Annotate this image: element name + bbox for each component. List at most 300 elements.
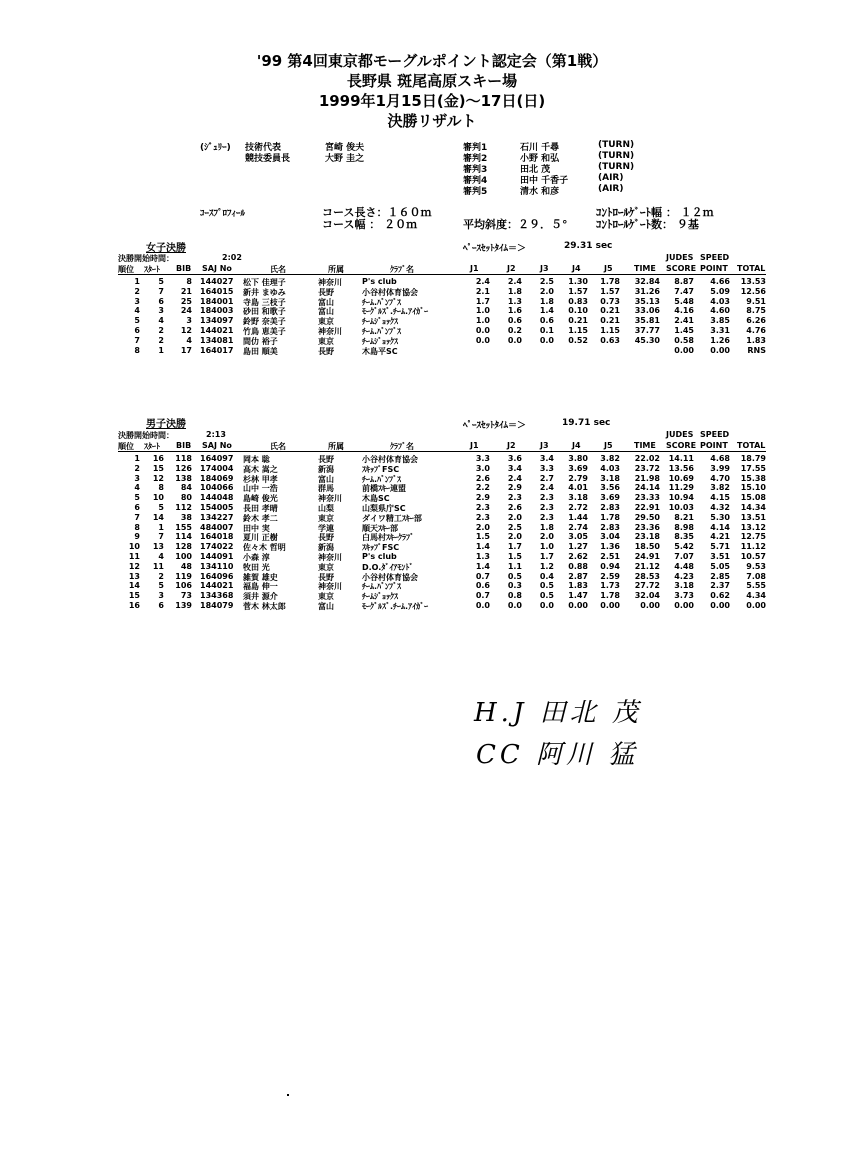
cell-j4: 0.52 bbox=[568, 335, 588, 345]
women-start-label: 決勝開始時間： bbox=[118, 254, 174, 263]
cell-total: 5.55 bbox=[746, 581, 766, 591]
cell-athlete-name: 鈴野 奈美子 bbox=[243, 317, 286, 327]
cell-j4: 3.80 bbox=[568, 454, 588, 463]
cell-j3: 1.2 bbox=[539, 561, 554, 571]
cell-start: 11 bbox=[152, 561, 164, 571]
cell-prefecture: 学連 bbox=[318, 523, 334, 533]
col-total: TOTAL bbox=[737, 264, 766, 273]
cell-rank: 8 bbox=[134, 345, 140, 355]
cell-rank: 5 bbox=[134, 316, 140, 326]
cell-score: 13.56 bbox=[668, 463, 694, 473]
table-row bbox=[0, 523, 864, 533]
cell-saj-no: 134097 bbox=[200, 316, 234, 326]
judge-type: (TURN) bbox=[598, 151, 635, 161]
cell-j3: 0.1 bbox=[539, 325, 554, 335]
cell-j3: 0.0 bbox=[539, 335, 554, 345]
cell-point: 1.26 bbox=[710, 335, 730, 345]
cell-point: 4.14 bbox=[710, 522, 730, 532]
col-pref: 所属 bbox=[328, 265, 344, 274]
cell-start: 5 bbox=[158, 502, 164, 512]
cell-prefecture: 東京 bbox=[318, 592, 334, 602]
cell-athlete-name: 牧田 光 bbox=[243, 562, 270, 572]
col-j4: J4 bbox=[572, 441, 581, 450]
cell-athlete-name: 新井 まゆみ bbox=[243, 287, 286, 297]
women-results-table bbox=[0, 277, 864, 355]
cell-score: 0.00 bbox=[674, 600, 694, 610]
col-speed: SPEED bbox=[700, 253, 730, 262]
cell-j5: 2.83 bbox=[600, 522, 620, 532]
judge-label: 審判2 bbox=[463, 154, 488, 164]
men-pace: 19.71 sec bbox=[562, 418, 611, 428]
table-row bbox=[0, 336, 864, 346]
course-label: ｺｰｽﾌﾟﾛﾌｨｰﾙ bbox=[200, 209, 246, 219]
cell-j5: 0.63 bbox=[600, 335, 620, 345]
table-row bbox=[0, 503, 864, 513]
cell-j5: 0.73 bbox=[600, 296, 620, 306]
table-row bbox=[0, 287, 864, 297]
cell-score: 2.41 bbox=[674, 316, 694, 326]
control-gate-width: ｺﾝﾄﾛｰﾙｹﾞｰﾄ幅 ： １２ｍ bbox=[596, 206, 714, 219]
doc-title: '99 第4回東京都モーグルポイント認定会（第1戦） bbox=[256, 52, 608, 70]
cell-j2: 2.0 bbox=[507, 512, 522, 522]
cell-j1: 1.0 bbox=[475, 316, 490, 326]
cell-score: 5.48 bbox=[674, 296, 694, 306]
cell-rank: 6 bbox=[134, 325, 140, 335]
cell-score: 3.73 bbox=[674, 591, 694, 601]
cell-bib: 17 bbox=[180, 345, 192, 355]
cell-j3: 1.4 bbox=[539, 306, 554, 316]
cell-time: 0.00 bbox=[640, 600, 660, 610]
cell-club: 小谷村体育協会 bbox=[362, 572, 418, 582]
cell-total: 11.12 bbox=[740, 542, 766, 552]
cell-j4: 1.83 bbox=[568, 581, 588, 591]
cell-rank: 13 bbox=[128, 571, 140, 581]
cell-j1: 1.3 bbox=[475, 551, 490, 561]
col-score: SCORE bbox=[666, 264, 697, 273]
col-saj: SAJ No bbox=[202, 264, 232, 273]
cell-score: 8.98 bbox=[674, 522, 694, 532]
cell-j3: 2.4 bbox=[539, 483, 554, 493]
cell-point: 4.03 bbox=[710, 296, 730, 306]
cell-rank: 11 bbox=[128, 551, 140, 561]
cell-athlete-name: 雑賀 雄史 bbox=[243, 572, 278, 582]
cell-point: 5.71 bbox=[710, 542, 730, 552]
cell-club: ﾁｰﾑ.ﾊﾞﾝﾌﾞｽ bbox=[362, 326, 402, 336]
women-header-rule bbox=[118, 274, 766, 275]
cell-j3: 3.3 bbox=[539, 463, 554, 473]
men-results-table bbox=[0, 454, 864, 611]
cell-saj-no: 144027 bbox=[200, 277, 234, 286]
cell-score: 10.69 bbox=[668, 473, 694, 483]
judge-name: 石川 千尋 bbox=[520, 143, 560, 153]
table-row bbox=[0, 297, 864, 307]
cell-point: 3.82 bbox=[710, 483, 730, 493]
cell-point: 5.05 bbox=[710, 561, 730, 571]
cell-j2: 0.6 bbox=[507, 316, 522, 326]
cell-athlete-name: 砂田 和歌子 bbox=[243, 307, 286, 317]
cell-total: 4.76 bbox=[746, 325, 766, 335]
cell-prefecture: 富山 bbox=[318, 297, 334, 307]
cell-j2: 0.3 bbox=[507, 581, 522, 591]
cell-j3: 0.6 bbox=[539, 316, 554, 326]
cell-j3: 1.7 bbox=[539, 551, 554, 561]
result-title: 決勝リザルト bbox=[387, 112, 477, 130]
cell-time: 21.12 bbox=[634, 561, 660, 571]
cell-j5: 3.04 bbox=[600, 532, 620, 542]
men-pace-label: ﾍﾟｰｽｾｯﾄﾀｲﾑ＝＞ bbox=[463, 421, 527, 431]
col-judes: JUDES bbox=[666, 253, 694, 262]
women-pace: 29.31 sec bbox=[564, 241, 613, 251]
cell-j3: 1.8 bbox=[539, 522, 554, 532]
cell-point: 4.70 bbox=[710, 473, 730, 483]
cell-point: 5.09 bbox=[710, 286, 730, 296]
course-length: コース長さ：１６０ｍ bbox=[322, 206, 432, 219]
cell-total: 15.38 bbox=[740, 473, 766, 483]
cell-start: 13 bbox=[152, 542, 164, 552]
col-time: TIME bbox=[634, 264, 656, 273]
cell-bib: 100 bbox=[175, 551, 192, 561]
cell-start: 6 bbox=[158, 296, 164, 306]
cell-j5: 3.56 bbox=[600, 483, 620, 493]
cell-prefecture: 長野 bbox=[318, 455, 334, 464]
cell-prefecture: 新潟 bbox=[318, 543, 334, 553]
cell-time: 27.72 bbox=[634, 581, 660, 591]
cell-rank: 4 bbox=[134, 306, 140, 316]
col-club: ｸﾗﾌﾞ名 bbox=[390, 265, 414, 274]
table-row bbox=[0, 552, 864, 562]
judge-name: 田中 千香子 bbox=[520, 176, 569, 186]
cell-point: 3.51 bbox=[710, 551, 730, 561]
cell-j2: 1.7 bbox=[507, 542, 522, 552]
cell-start: 6 bbox=[158, 600, 164, 610]
cell-prefecture: 富山 bbox=[318, 601, 334, 611]
cell-saj-no: 164015 bbox=[200, 286, 234, 296]
cell-j1: 3.3 bbox=[475, 454, 490, 463]
cell-j2: 1.5 bbox=[507, 551, 522, 561]
col-rank: 順位 bbox=[118, 442, 134, 451]
table-row bbox=[0, 306, 864, 316]
cell-j4: 2.72 bbox=[568, 502, 588, 512]
cell-j3: 1.0 bbox=[539, 542, 554, 552]
cell-club: 順天ｽｷｰ部 bbox=[362, 523, 398, 533]
cell-athlete-name: 高木 嵩之 bbox=[243, 464, 278, 474]
cell-j1: 0.6 bbox=[475, 581, 490, 591]
cell-time: 23.36 bbox=[634, 522, 660, 532]
cell-score: 4.16 bbox=[674, 306, 694, 316]
cell-j5: 3.69 bbox=[600, 493, 620, 503]
cell-j2: 2.4 bbox=[507, 277, 522, 286]
cell-j5: 1.78 bbox=[600, 591, 620, 601]
judge-label: 審判4 bbox=[463, 176, 488, 186]
cell-start: 1 bbox=[158, 345, 164, 355]
cell-rank: 4 bbox=[134, 483, 140, 493]
cell-start: 5 bbox=[158, 581, 164, 591]
cell-score: 10.94 bbox=[668, 493, 694, 503]
judge-type: (TURN) bbox=[598, 140, 635, 150]
cell-bib: 126 bbox=[175, 463, 192, 473]
judge-name: 田北 茂 bbox=[520, 165, 551, 175]
cell-total: 14.34 bbox=[740, 502, 766, 512]
cell-time: 24.14 bbox=[634, 483, 660, 493]
cell-prefecture: 富山 bbox=[318, 474, 334, 484]
cell-time: 23.33 bbox=[634, 493, 660, 503]
cell-saj-no: 164017 bbox=[200, 345, 234, 355]
cell-bib: 24 bbox=[180, 306, 192, 316]
cell-club: ﾁｰﾑｼﾞｮｯｸｽ bbox=[362, 336, 398, 346]
cell-saj-no: 484007 bbox=[200, 522, 234, 532]
cell-score: 7.07 bbox=[674, 551, 694, 561]
cell-total: 4.34 bbox=[746, 591, 766, 601]
table-row bbox=[0, 513, 864, 523]
cell-point: 4.66 bbox=[710, 277, 730, 286]
cell-j1: 3.0 bbox=[475, 463, 490, 473]
col-start: ｽﾀｰﾄ bbox=[144, 442, 160, 451]
cell-bib: 73 bbox=[180, 591, 192, 601]
cell-j2: 0.0 bbox=[507, 600, 522, 610]
cell-point: 0.62 bbox=[710, 591, 730, 601]
cell-athlete-name: 島田 順美 bbox=[243, 346, 278, 356]
cell-point: 4.68 bbox=[710, 454, 730, 463]
cell-saj-no: 104066 bbox=[200, 483, 234, 493]
cell-athlete-name: 杉林 甲孝 bbox=[243, 474, 278, 484]
cell-j1: 1.4 bbox=[475, 542, 490, 552]
table-row bbox=[0, 542, 864, 552]
cell-score: 5.42 bbox=[674, 542, 694, 552]
cell-score: 11.29 bbox=[668, 483, 694, 493]
cell-j2: 1.8 bbox=[507, 286, 522, 296]
cell-j4: 0.00 bbox=[568, 600, 588, 610]
cell-club: 前橋ｽｷｰ連盟 bbox=[362, 484, 406, 494]
cell-total: 9.51 bbox=[746, 296, 766, 306]
cell-prefecture: 神奈川 bbox=[318, 582, 342, 592]
cell-j4: 1.44 bbox=[568, 512, 588, 522]
cell-bib: 4 bbox=[186, 335, 192, 345]
cell-prefecture: 新潟 bbox=[318, 464, 334, 474]
cell-prefecture: 東京 bbox=[318, 317, 334, 327]
cell-start: 2 bbox=[158, 325, 164, 335]
cell-bib: 48 bbox=[180, 561, 192, 571]
cell-point: 3.99 bbox=[710, 463, 730, 473]
cell-j5: 2.51 bbox=[600, 551, 620, 561]
cell-start: 16 bbox=[152, 454, 164, 463]
cell-j3: 0.4 bbox=[539, 571, 554, 581]
cell-club: ｽｷｯﾌﾟFSC bbox=[362, 543, 400, 553]
cell-score: 7.47 bbox=[674, 286, 694, 296]
cell-j5: 1.73 bbox=[600, 581, 620, 591]
cell-club: ｽｷｯﾌﾟFSC bbox=[362, 464, 400, 474]
cell-start: 8 bbox=[158, 483, 164, 493]
cell-j3: 2.3 bbox=[539, 493, 554, 503]
cell-j2: 2.3 bbox=[507, 493, 522, 503]
col-point: POINT bbox=[700, 441, 728, 450]
table-row bbox=[0, 277, 864, 287]
cell-start: 4 bbox=[158, 316, 164, 326]
cell-score: 10.03 bbox=[668, 502, 694, 512]
cell-start: 3 bbox=[158, 306, 164, 316]
cell-point: 2.37 bbox=[710, 581, 730, 591]
cell-saj-no: 184003 bbox=[200, 306, 234, 316]
cell-prefecture: 東京 bbox=[318, 336, 334, 346]
cell-j2: 2.5 bbox=[507, 522, 522, 532]
cell-athlete-name: 菅木 林太郎 bbox=[243, 601, 286, 611]
cell-j5: 2.83 bbox=[600, 502, 620, 512]
cell-j5: 1.57 bbox=[600, 286, 620, 296]
cell-j1: 0.0 bbox=[475, 600, 490, 610]
cell-athlete-name: 小森 淳 bbox=[243, 552, 270, 562]
cell-rank: 12 bbox=[128, 561, 140, 571]
col-j2: J2 bbox=[507, 264, 516, 273]
cell-club: D.O.ﾀﾞｲｱﾓﾝﾄﾞ bbox=[362, 562, 414, 572]
cell-j3: 0.0 bbox=[539, 600, 554, 610]
cell-bib: 12 bbox=[180, 325, 192, 335]
cell-bib: 138 bbox=[175, 473, 192, 483]
cell-j4: 1.57 bbox=[568, 286, 588, 296]
cell-total: 1.83 bbox=[746, 335, 766, 345]
cell-total: 12.75 bbox=[740, 532, 766, 542]
cell-total: 7.08 bbox=[746, 571, 766, 581]
cell-total: 0.00 bbox=[746, 600, 766, 610]
cell-club: 白馬村ｽｷｰｸﾗﾌﾞ bbox=[362, 533, 414, 543]
cell-j2: 0.5 bbox=[507, 571, 522, 581]
cell-prefecture: 長野 bbox=[318, 533, 334, 543]
cell-j2: 2.4 bbox=[507, 473, 522, 483]
cell-j4: 3.18 bbox=[568, 493, 588, 503]
cell-start: 7 bbox=[158, 286, 164, 296]
cell-club: 木島平SC bbox=[362, 346, 398, 356]
women-header bbox=[0, 264, 864, 274]
cell-saj-no: 164096 bbox=[200, 571, 234, 581]
cell-j2: 0.2 bbox=[507, 325, 522, 335]
cell-athlete-name: 夏川 正樹 bbox=[243, 533, 278, 543]
judge-type: (TURN) bbox=[598, 162, 635, 172]
cell-bib: 80 bbox=[180, 493, 192, 503]
cell-club: P's club bbox=[362, 551, 397, 561]
cell-start: 5 bbox=[158, 277, 164, 286]
cell-time: 23.18 bbox=[634, 532, 660, 542]
cell-time: 22.91 bbox=[634, 502, 660, 512]
men-header-rule bbox=[118, 451, 766, 452]
cell-saj-no: 134110 bbox=[200, 561, 234, 571]
cell-prefecture: 神奈川 bbox=[318, 494, 342, 504]
cell-club: 木島SC bbox=[362, 494, 390, 504]
cell-j4: 4.01 bbox=[568, 483, 588, 493]
men-final-title: 男子決勝 bbox=[146, 419, 186, 430]
cell-start: 12 bbox=[152, 473, 164, 483]
cell-point: 4.60 bbox=[710, 306, 730, 316]
cell-athlete-name: 須井 源介 bbox=[243, 592, 278, 602]
cell-saj-no: 184069 bbox=[200, 473, 234, 483]
cell-j3: 2.3 bbox=[539, 502, 554, 512]
cell-j4: 1.15 bbox=[568, 325, 588, 335]
cell-bib: 128 bbox=[175, 542, 192, 552]
table-row bbox=[0, 454, 864, 464]
course-slope: 平均斜度：２９．５° bbox=[463, 218, 568, 231]
cell-j5: 0.00 bbox=[600, 600, 620, 610]
cell-bib: 119 bbox=[175, 571, 192, 581]
cell-athlete-name: 山中 一浩 bbox=[243, 484, 278, 494]
cell-saj-no: 184001 bbox=[200, 296, 234, 306]
cell-prefecture: 山梨 bbox=[318, 503, 334, 513]
col-name: 氏名 bbox=[270, 442, 286, 451]
cell-time: 24.91 bbox=[634, 551, 660, 561]
cell-time: 32.04 bbox=[634, 591, 660, 601]
men-start-time: 2:13 bbox=[206, 430, 226, 439]
cell-j2: 0.8 bbox=[507, 591, 522, 601]
cell-saj-no: 164097 bbox=[200, 454, 234, 463]
cell-rank: 16 bbox=[128, 600, 140, 610]
table-row bbox=[0, 464, 864, 474]
control-gate-count: ｺﾝﾄﾛｰﾙｹﾞｰﾄ数： ９基 bbox=[596, 218, 699, 231]
cell-j4: 1.47 bbox=[568, 591, 588, 601]
col-j3: J3 bbox=[540, 441, 549, 450]
cell-score: 3.18 bbox=[674, 581, 694, 591]
cell-club: ﾁｰﾑｼﾞｮｯｸｽ bbox=[362, 592, 398, 602]
cell-point: 4.32 bbox=[710, 502, 730, 512]
jury-role: 競技委員長 bbox=[245, 154, 291, 164]
cell-saj-no: 154005 bbox=[200, 502, 234, 512]
cell-bib: 21 bbox=[180, 286, 192, 296]
cell-rank: 9 bbox=[134, 532, 140, 542]
cell-j1: 0.0 bbox=[475, 325, 490, 335]
judge-type: (AIR) bbox=[598, 184, 624, 194]
cell-rank: 8 bbox=[134, 522, 140, 532]
cell-time: 23.72 bbox=[634, 463, 660, 473]
cell-athlete-name: 鈴木 孝二 bbox=[243, 513, 278, 523]
cell-j5: 3.82 bbox=[600, 454, 620, 463]
cell-j2: 1.6 bbox=[507, 306, 522, 316]
cell-total: 13.12 bbox=[740, 522, 766, 532]
cell-rank: 2 bbox=[134, 463, 140, 473]
col-name: 氏名 bbox=[270, 265, 286, 274]
cell-total: RNS bbox=[747, 345, 766, 355]
cell-j5: 2.59 bbox=[600, 571, 620, 581]
cell-prefecture: 長野 bbox=[318, 346, 334, 356]
cell-club: P's club bbox=[362, 277, 397, 286]
cell-club: 小谷村体育協会 bbox=[362, 287, 418, 297]
cell-saj-no: 144048 bbox=[200, 493, 234, 503]
cell-j4: 2.87 bbox=[568, 571, 588, 581]
cell-point: 0.00 bbox=[710, 345, 730, 355]
cell-j1: 2.4 bbox=[475, 277, 490, 286]
cell-bib: 8 bbox=[186, 277, 192, 286]
cell-score: 14.11 bbox=[668, 454, 694, 463]
men-start-label: 決勝開始時間： bbox=[118, 431, 174, 440]
judge-name: 小野 和弘 bbox=[520, 154, 560, 164]
col-j5: J5 bbox=[604, 441, 613, 450]
cell-score: 8.87 bbox=[674, 277, 694, 286]
table-row bbox=[0, 591, 864, 601]
jury-name: 宮崎 俊夫 bbox=[325, 143, 365, 153]
cell-point: 3.31 bbox=[710, 325, 730, 335]
cell-total: 9.53 bbox=[746, 561, 766, 571]
cell-rank: 14 bbox=[128, 581, 140, 591]
cell-time: 37.77 bbox=[634, 325, 660, 335]
cell-total: 15.08 bbox=[740, 493, 766, 503]
cell-j1: 2.1 bbox=[475, 286, 490, 296]
cell-rank: 1 bbox=[134, 454, 140, 463]
cell-athlete-name: 佐々木 哲明 bbox=[243, 543, 286, 553]
cell-j5: 1.78 bbox=[600, 277, 620, 286]
cell-j1: 1.7 bbox=[475, 296, 490, 306]
table-row bbox=[0, 346, 864, 356]
cell-saj-no: 184079 bbox=[200, 600, 234, 610]
cell-saj-no: 134368 bbox=[200, 591, 234, 601]
judge-type: (AIR) bbox=[598, 173, 624, 183]
cell-bib: 139 bbox=[175, 600, 192, 610]
cell-point: 5.30 bbox=[710, 512, 730, 522]
cell-prefecture: 東京 bbox=[318, 513, 334, 523]
cell-time: 31.26 bbox=[634, 286, 660, 296]
